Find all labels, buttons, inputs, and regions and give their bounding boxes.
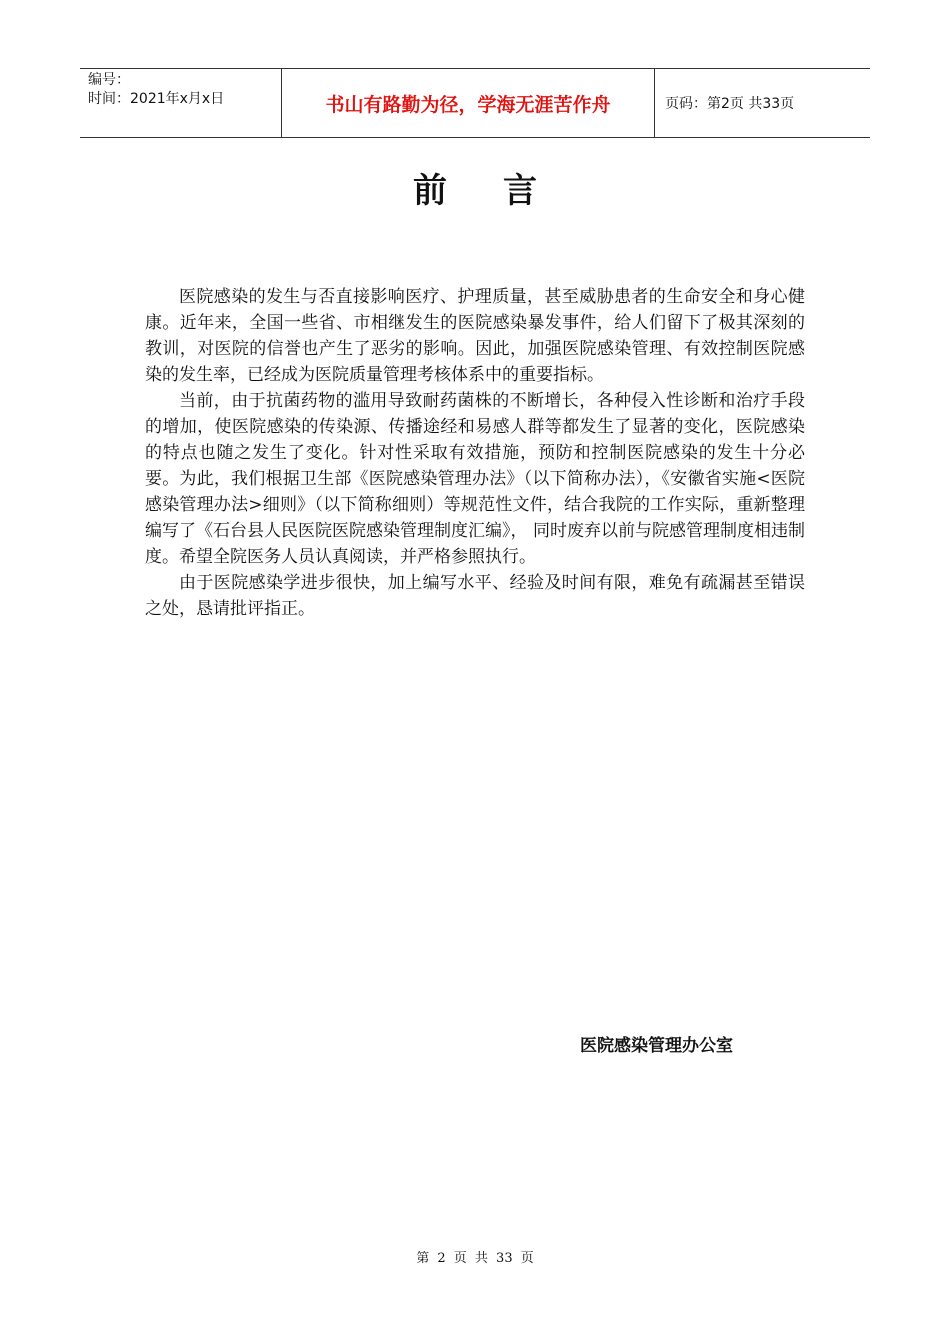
header-page-info: 页码：第2页 共33页 xyxy=(665,96,795,112)
preface-body xyxy=(145,284,805,622)
page-title: 前言 xyxy=(413,171,593,211)
header-motto: 书山有路勤为径，学海无涯苦作舟 xyxy=(282,69,655,137)
paragraph: 当前，由于抗菌药物的滥用导致耐药菌株的不断增长，各种侵入性诊断和治疗手段的增加，使医院感染的传染源、传播途经和易感人群等都发生了显著的变化，医院感染的特点也随之发生了变化。针对性采取有效措施，预防和控制医院感染的发生十分必要。为此，我们根据卫生部《医院感染管理办法》（以下简称办法），《安徽省实施<医院感染管理办法>细则》（以下简称细则）等规范性文件，结合我院的工作实际，重新整理编写了《石台县人民医院医院感染管理制度汇编》， 同时废弃以前与院感管理制度相违制度。希望全院医务人员认真阅读，并严格参照执行。 xyxy=(145,391,805,567)
header-meta xyxy=(80,69,282,137)
number-label: 编号： xyxy=(88,72,130,88)
page-footer: 第 2 页 共 33 页 xyxy=(416,1251,534,1266)
time-label: 时间：2021年x月x日 xyxy=(88,91,225,107)
page-header xyxy=(80,68,870,138)
paragraph: 由于医院感染学进步很快，加上编写水平、经验及时间有限，难免有疏漏甚至错误之处，恳请批评指正。 xyxy=(145,573,805,619)
signature: 医院感染管理办公室 xyxy=(580,1036,733,1056)
paragraph: 医院感染的发生与否直接影响医疗、护理质量，甚至威胁患者的生命安全和身心健康。近年来，全国一些省、市相继发生的医院感染暴发事件，给人们留下了极其深刻的教训，对医院的信誉也产生了恶劣的影响。因此，加强医院感染管理、有效控制医院感染的发生率，已经成为医院质量管理考核体系中的重要指标。 xyxy=(145,287,805,385)
